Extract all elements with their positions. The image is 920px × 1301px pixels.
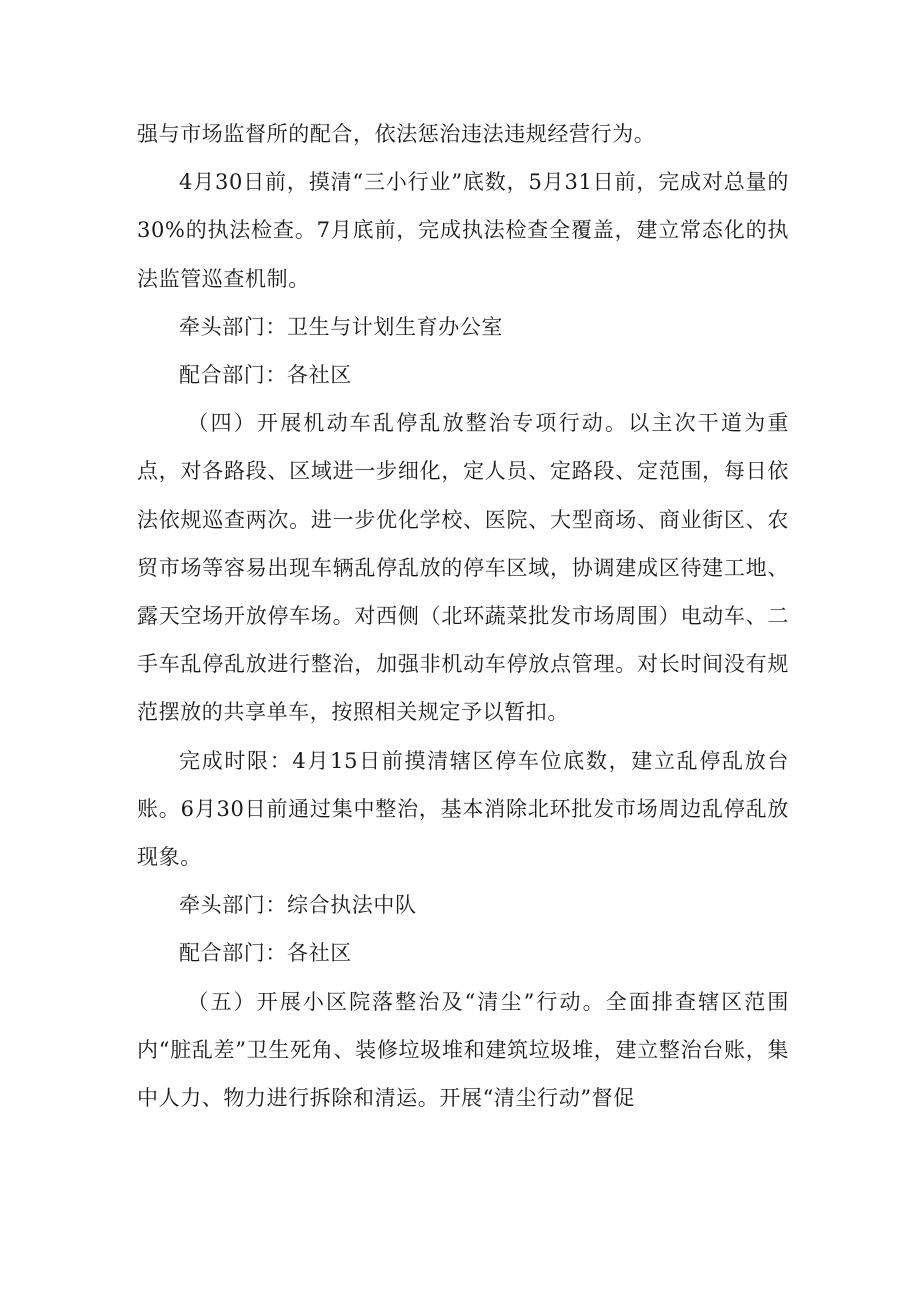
section-four-vehicle-parking: （四）开展机动车乱停乱放整治专项行动。以主次干道为重点，对各路段、区域进一步细化，定人员、定路段、定范围，每日依法依规巡查两次。进一步优化学校、医院、大型商场、商业街区、农贸市场等容易出现车辆乱停乱放的停车区域，协调建成区待建工地、露天空场开放停车场。对西侧（北环蔬菜批发市场周围）电动车、二手车乱停乱放进行整治，加强非机动车停放点管理。对长时间没有规范摆放的共享单车，按照相关规定予以暂扣。 xyxy=(137,411,789,725)
paragraph-deadline-three-small-industries: 4月30日前，摸清“三小行业”底数，5月31日前，完成对总量的30%的执法检查。7月底前，完成执法检查全覆盖，建立常态化的执法监管巡查机制。 xyxy=(137,170,789,291)
paragraph-continuation: 强与市场监督所的配合，依法惩治违法违规经营行为。 xyxy=(137,122,656,146)
paragraph-completion-deadline: 完成时限：4月15日前摸清辖区停车位底数，建立乱停乱放台账。6月30日前通过集中整治，基本消除北环批发市场周边乱停乱放现象。 xyxy=(137,748,789,870)
paragraph-cooperating-department: 配合部门：各社区 xyxy=(179,941,352,966)
paragraph-lead-department: 牵头部门：综合执法中队 xyxy=(179,893,417,918)
section-five-courtyard-cleanup: （五）开展小区院落整治及“清尘”行动。全面排查辖区范围内“脏乱差”卫生死角、装修垃圾堆和建筑垃圾堆，建立整治台账，集中人力、物力进行拆除和清运。开展“清尘行动”督促 xyxy=(137,989,789,1111)
paragraph-lead-department: 牵头部门：卫生与计划生育办公室 xyxy=(179,314,503,339)
paragraph-cooperating-department: 配合部门：各社区 xyxy=(179,363,352,388)
document-body xyxy=(137,110,789,1122)
